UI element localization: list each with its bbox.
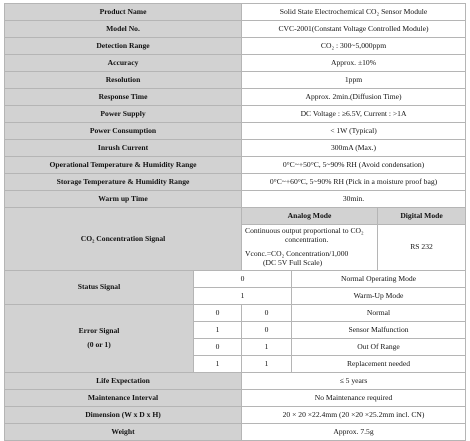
spec-label: Life Expectation [5,372,242,389]
spec-row-weight [5,423,466,440]
error-bit-a: 1 [194,355,242,372]
spec-value: DC Voltage : ≥6.5V, Current : >1A [242,106,466,123]
spec-row-warm-up [5,191,466,208]
spec-label: Power Supply [5,106,242,123]
error-signal-label-line-2: (0 or 1) [87,339,111,349]
spec-label: Storage Temperature & Humidity Range [5,174,242,191]
spec-value: Solid State Electrochemical CO₂ Sensor Module [242,4,466,21]
spec-label: Model No. [5,21,242,38]
error-meaning: Normal [292,304,466,321]
error-bit-a: 0 [194,304,242,321]
spec-row-power-supply [5,106,466,123]
spec-value: Approx. ±10% [242,55,466,72]
spec-value: 1ppm [242,72,466,89]
spec-row-storage-temp [5,174,466,191]
spec-row-operational-temp [5,157,466,174]
spec-row-power-consumption [5,123,466,140]
analog-line-3: Vconc.=CO₂ Concentration/1,000 [245,249,349,259]
analog-mode-header: Analog Mode [242,208,378,225]
error-signal-label-line-1: Error Signal [78,326,120,336]
spec-row-response-time [5,89,466,106]
spec-row-product-name [5,4,466,21]
spec-row-accuracy [5,55,466,72]
error-signal-label [5,304,194,372]
spec-value: 30min. [242,191,466,208]
spec-label: Detection Range [5,38,242,55]
status-meaning: Warm-Up Mode [292,287,466,304]
spec-label: Weight [5,423,242,440]
spec-value: < 1W (Typical) [242,123,466,140]
spec-label: Operational Temperature & Humidity Range [5,157,242,174]
status-signal-label: Status Signal [5,270,194,304]
error-meaning: Replacement needed [292,355,466,372]
spec-table [4,3,466,441]
spec-label: Response Time [5,89,242,106]
analog-line-1: Continuous output proportional to CO₂ [245,226,364,235]
spec-row-life-expectation [5,372,466,389]
digital-mode-header: Digital Mode [378,208,466,225]
spec-value: Approx. 2min.(Diffusion Time) [242,89,466,106]
status-signal-row-0 [5,270,466,287]
error-bit-b: 0 [242,304,292,321]
spec-value: CO₂ : 300~5,000ppm [242,38,466,55]
analog-mode-value [242,225,378,271]
status-code: 1 [194,287,292,304]
analog-line-2: concentration. [285,234,329,244]
spec-label: Dimension (W x D x H) [5,406,242,423]
spec-row-resolution [5,72,466,89]
error-signal-row-0 [5,304,466,321]
spec-label: Maintenance Interval [5,389,242,406]
status-code: 0 [194,270,292,287]
digital-mode-value: RS 232 [378,225,466,271]
spec-value: 0°C~+60°C, 5~90% RH (Pick in a moisture proof bag) [242,174,466,191]
spec-row-inrush-current [5,140,466,157]
spec-value: 0°C~+50°C, 5~90% RH (Avoid condensation) [242,157,466,174]
spec-value: Approx. 7.5g [242,423,466,440]
spec-value: 300mA (Max.) [242,140,466,157]
spec-label: Resolution [5,72,242,89]
spec-label: Warm up Time [5,191,242,208]
spec-row-dimension [5,406,466,423]
error-bit-a: 1 [194,321,242,338]
spec-row-maintenance-interval [5,389,466,406]
error-bit-a: 0 [194,338,242,355]
spec-label: Inrush Current [5,140,242,157]
spec-row-model-no [5,21,466,38]
spec-label: Power Consumption [5,123,242,140]
co2-signal-header-row [5,208,466,225]
spec-label: Product Name [5,4,242,21]
spec-label: Accuracy [5,55,242,72]
spec-value: No Maintenance required [242,389,466,406]
error-meaning: Out Of Range [292,338,466,355]
spec-value: ≤ 5 years [242,372,466,389]
spec-value: CVC-2001(Constant Voltage Controlled Module) [242,21,466,38]
status-meaning: Normal Operating Mode [292,270,466,287]
error-bit-b: 0 [242,321,292,338]
co2-signal-label-text: CO₂ Concentration Signal [80,233,166,243]
co2-signal-label [5,208,242,271]
analog-line-4: (DC 5V Full Scale) [263,258,323,268]
error-meaning: Sensor Malfunction [292,321,466,338]
spec-sheet [4,3,465,441]
error-bit-b: 1 [242,338,292,355]
error-bit-b: 1 [242,355,292,372]
spec-row-detection-range [5,38,466,55]
spec-value: 20 × 20 ×22.4mm (20 ×20 ×25.2mm incl. CN) [242,406,466,423]
